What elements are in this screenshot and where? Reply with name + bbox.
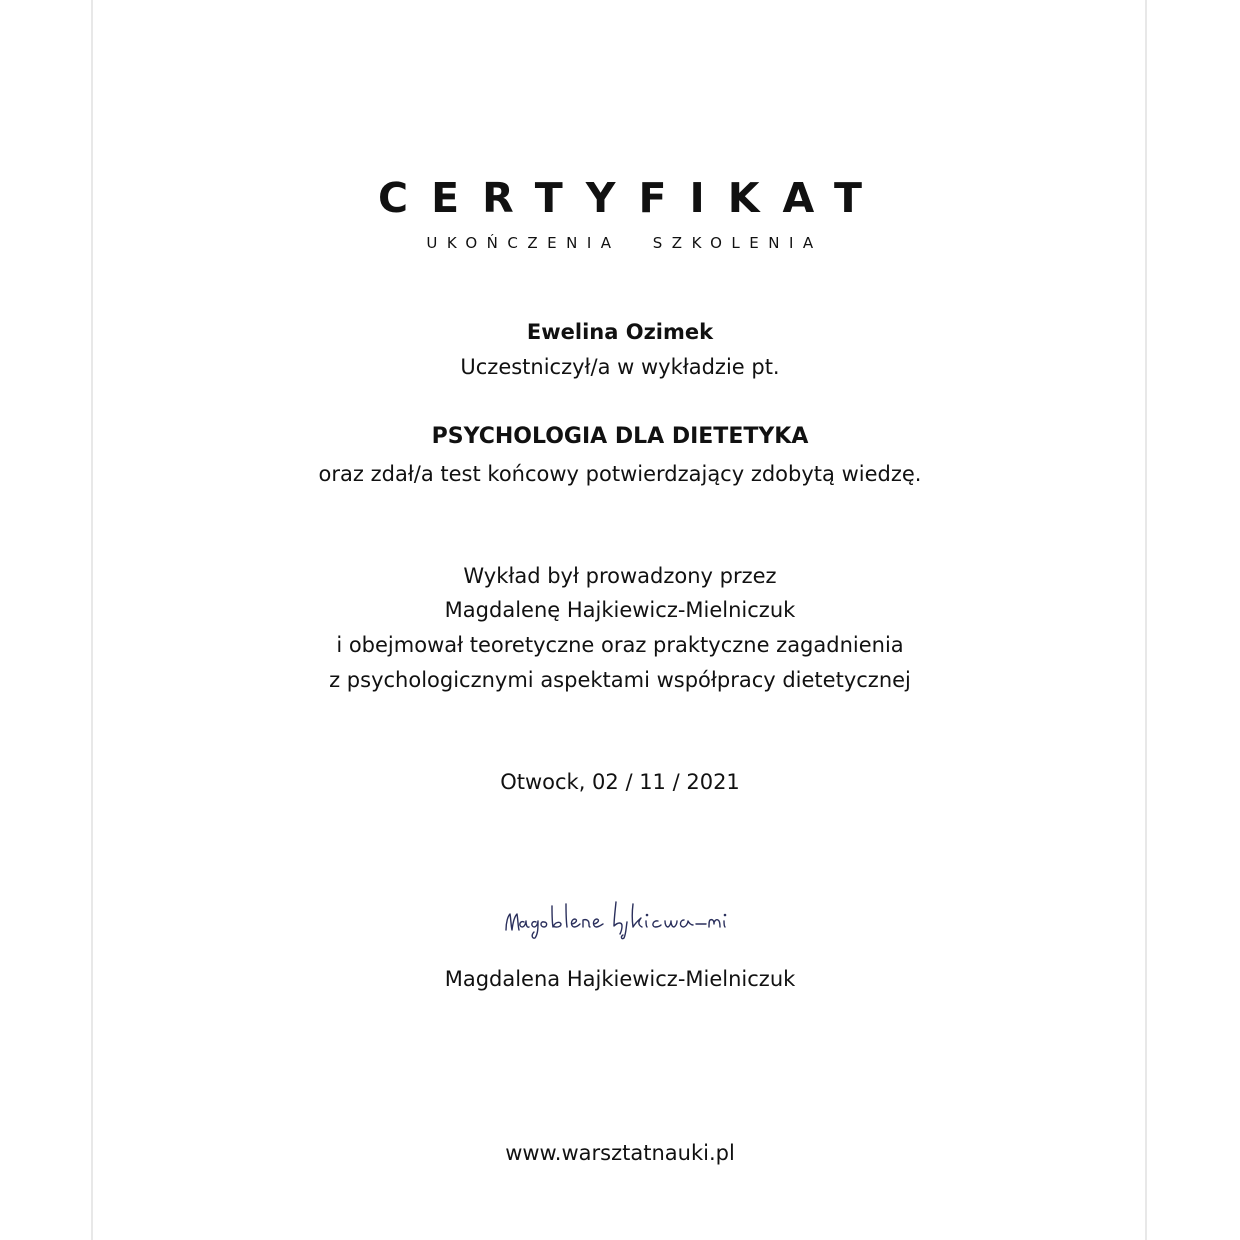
place-date: Otwock, 02 / 11 / 2021 xyxy=(500,770,740,794)
signatory-name: Magdalena Hajkiewicz-Mielniczuk xyxy=(444,967,796,991)
lecture-line: i obejmował teoretyczne oraz praktyczne zagadnienia xyxy=(336,633,904,657)
participant-name: Ewelina Ozimek xyxy=(526,320,714,344)
lecture-line: Magdalenę Hajkiewicz-Mielniczuk xyxy=(444,598,796,622)
course-title: PSYCHOLOGIA DLA DIETETYKA xyxy=(431,424,809,449)
handwritten-signature xyxy=(500,892,740,942)
participation-text: Uczestniczył/a w wykładzie pt. xyxy=(460,355,780,379)
test-text: oraz zdał/a test końcowy potwierdzający zdobytą wiedzę. xyxy=(318,462,922,486)
certificate-subtitle: UKOŃCZENIA SZKOLENIA xyxy=(426,234,823,252)
website-link[interactable]: www.warsztatnauki.pl xyxy=(505,1141,735,1165)
lecture-line: Wykład był prowadzony przez xyxy=(463,564,777,588)
certificate-title: CERTYFIKAT xyxy=(377,174,886,222)
lecture-line: z psychologicznymi aspektami współpracy dietetycznej xyxy=(329,668,911,692)
